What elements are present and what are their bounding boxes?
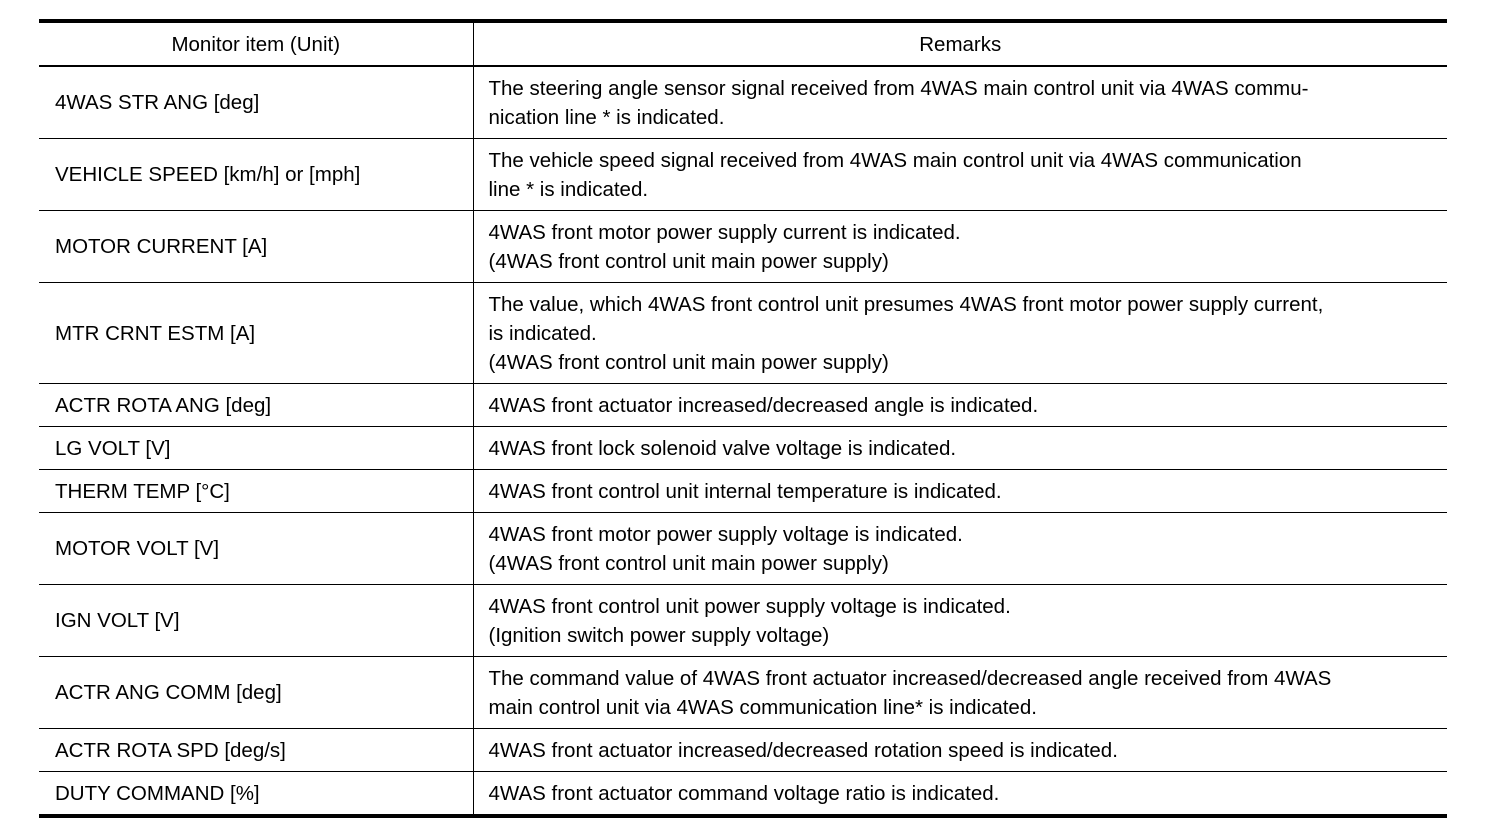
remarks-line: The steering angle sensor signal received from 4WAS main control unit via 4WAS commu- (488, 76, 1309, 100)
remarks-line: 4WAS front lock solenoid valve voltage is indicated. (488, 436, 957, 460)
monitor-item-table (39, 19, 1447, 818)
monitor-item-cell: 4WAS STR ANG [deg] (39, 66, 473, 139)
table-row (39, 427, 1447, 470)
remarks-line: 4WAS front actuator increased/decreased rotation speed is indicated. (488, 738, 1118, 762)
remarks-line: (4WAS front control unit main power supply) (488, 350, 889, 374)
remarks-cell (473, 384, 1447, 427)
monitor-item-cell: ACTR ANG COMM [deg] (39, 657, 473, 729)
remarks-line: The vehicle speed signal received from 4WAS main control unit via 4WAS communication (488, 148, 1302, 172)
table-header-row (39, 21, 1447, 66)
remarks-cell (473, 66, 1447, 139)
remarks-cell (473, 211, 1447, 283)
monitor-item-cell: THERM TEMP [°C] (39, 470, 473, 513)
remarks-cell (473, 283, 1447, 384)
remarks-line: main control unit via 4WAS communication line* is indicated. (488, 695, 1037, 719)
remarks-cell (473, 657, 1447, 729)
remarks-cell (473, 585, 1447, 657)
table-row (39, 139, 1447, 211)
monitor-item-cell: VEHICLE SPEED [km/h] or [mph] (39, 139, 473, 211)
table-row (39, 513, 1447, 585)
table-row (39, 384, 1447, 427)
remarks-cell (473, 729, 1447, 772)
remarks-line: The value, which 4WAS front control unit presumes 4WAS front motor power supply current, (488, 292, 1324, 316)
table-row (39, 657, 1447, 729)
monitor-item-cell: ACTR ROTA ANG [deg] (39, 384, 473, 427)
remarks-line: line * is indicated. (488, 177, 649, 201)
table-row (39, 772, 1447, 817)
remarks-line: 4WAS front control unit internal temperature is indicated. (488, 479, 1002, 503)
monitor-item-cell: MOTOR CURRENT [A] (39, 211, 473, 283)
monitor-item-cell: IGN VOLT [V] (39, 585, 473, 657)
monitor-item-table-container (39, 19, 1447, 818)
remarks-cell (473, 470, 1447, 513)
remarks-line: 4WAS front actuator increased/decreased angle is indicated. (488, 393, 1039, 417)
remarks-cell (473, 513, 1447, 585)
remarks-line: 4WAS front actuator command voltage ratio is indicated. (488, 781, 1000, 805)
remarks-line: 4WAS front control unit power supply voltage is indicated. (488, 594, 1011, 618)
remarks-line: (4WAS front control unit main power supply) (488, 551, 889, 575)
table-row (39, 470, 1447, 513)
header-monitor-item: Monitor item (Unit) (39, 21, 473, 66)
table-row (39, 66, 1447, 139)
table-row (39, 729, 1447, 772)
monitor-item-cell: MTR CRNT ESTM [A] (39, 283, 473, 384)
remarks-line: The command value of 4WAS front actuator increased/decreased angle received from 4WAS (488, 666, 1332, 690)
remarks-cell (473, 139, 1447, 211)
remarks-line: 4WAS front motor power supply voltage is indicated. (488, 522, 963, 546)
remarks-line: 4WAS front motor power supply current is indicated. (488, 220, 961, 244)
remarks-line: nication line * is indicated. (488, 105, 725, 129)
remarks-cell (473, 427, 1447, 470)
monitor-item-cell: DUTY COMMAND [%] (39, 772, 473, 817)
monitor-item-cell: LG VOLT [V] (39, 427, 473, 470)
monitor-item-cell: MOTOR VOLT [V] (39, 513, 473, 585)
remarks-line: (4WAS front control unit main power supply) (488, 249, 889, 273)
monitor-item-cell: ACTR ROTA SPD [deg/s] (39, 729, 473, 772)
table-row (39, 283, 1447, 384)
remarks-line: is indicated. (488, 321, 597, 345)
remarks-cell (473, 772, 1447, 817)
table-row (39, 585, 1447, 657)
header-remarks: Remarks (473, 21, 1447, 66)
remarks-line: (Ignition switch power supply voltage) (488, 623, 830, 647)
table-row (39, 211, 1447, 283)
